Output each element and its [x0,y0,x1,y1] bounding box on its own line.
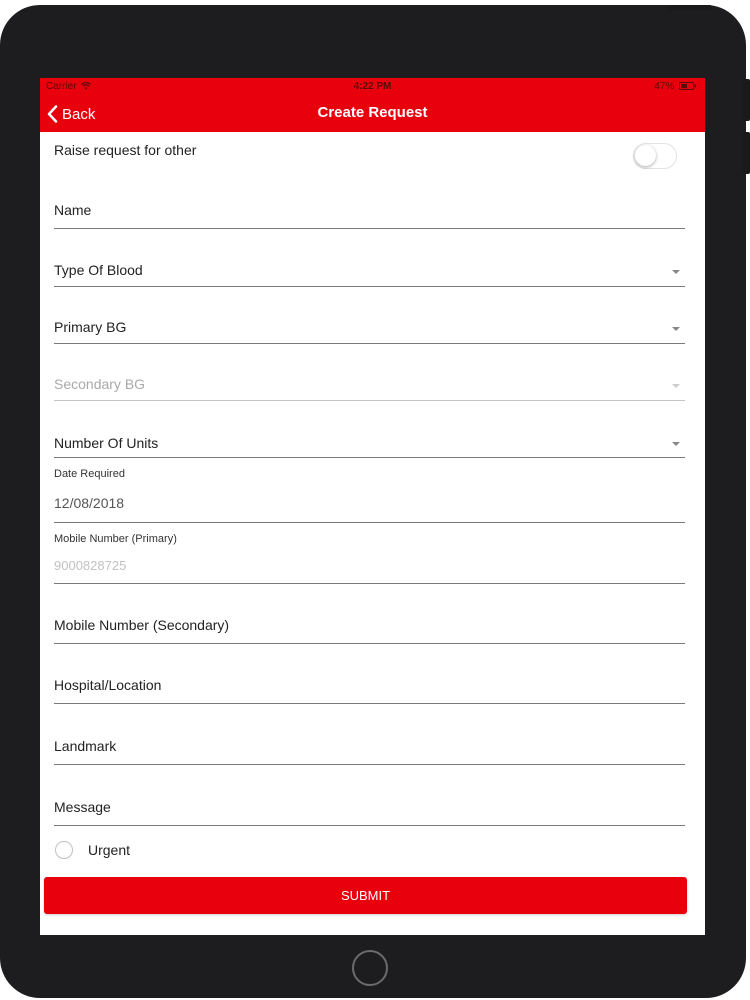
battery-indicator [654,81,697,92]
carrier-text: Carrier [46,81,77,92]
message-label: Message [54,799,111,815]
submit-button[interactable]: SUBMIT [44,877,687,914]
mobile-secondary-label: Mobile Number (Secondary) [54,617,230,633]
dropdown-caret-icon [672,384,680,388]
tablet-frame [0,5,746,998]
volume-up-button [742,79,750,121]
name-label: Name [54,202,92,218]
app-screen [40,78,705,935]
blood-type-select[interactable] [54,234,685,287]
back-label: Back [62,105,96,123]
mobile-secondary-field[interactable] [54,589,685,644]
clock: 4:22 PM [353,81,392,92]
battery-icon [679,82,697,90]
volume-down-button [742,132,750,174]
landmark-label: Landmark [54,738,117,754]
urgent-option[interactable] [54,839,254,861]
blood-type-label: Type Of Blood [54,262,143,278]
app-header [40,78,705,132]
message-field[interactable] [54,770,685,826]
primary-bg-label: Primary BG [54,319,127,335]
raise-for-other-row [54,142,677,166]
dropdown-caret-icon [672,327,680,331]
urgent-label: Urgent [88,842,131,858]
primary-bg-select[interactable] [54,292,685,344]
status-bar [40,78,705,96]
raise-for-other-label: Raise request for other [54,142,197,158]
secondary-bg-select[interactable] [54,349,685,401]
date-required-value: 12/08/2018 [54,495,125,511]
navigation-bar [40,96,705,132]
toggle-knob [635,145,656,166]
mobile-primary-label: Mobile Number (Primary) [54,533,177,545]
raise-for-other-toggle[interactable] [633,143,677,169]
units-label: Number Of Units [54,435,159,451]
name-field[interactable] [54,174,685,229]
power-button [668,5,712,11]
urgent-radio[interactable] [55,841,73,859]
dropdown-caret-icon [672,270,680,274]
battery-percent: 47% [654,81,675,92]
mobile-primary-field[interactable] [54,528,685,584]
landmark-field[interactable] [54,710,685,765]
date-required-label: Date Required [54,468,125,480]
date-required-field[interactable] [54,463,685,523]
page-title: Create Request [317,104,428,121]
mobile-primary-value: 9000828725 [54,558,127,573]
secondary-bg-label: Secondary BG [54,376,146,392]
hospital-location-field[interactable] [54,649,685,704]
home-button[interactable] [352,950,388,986]
dropdown-caret-icon [672,442,680,446]
hospital-location-label: Hospital/Location [54,677,162,693]
units-select[interactable] [54,406,685,458]
